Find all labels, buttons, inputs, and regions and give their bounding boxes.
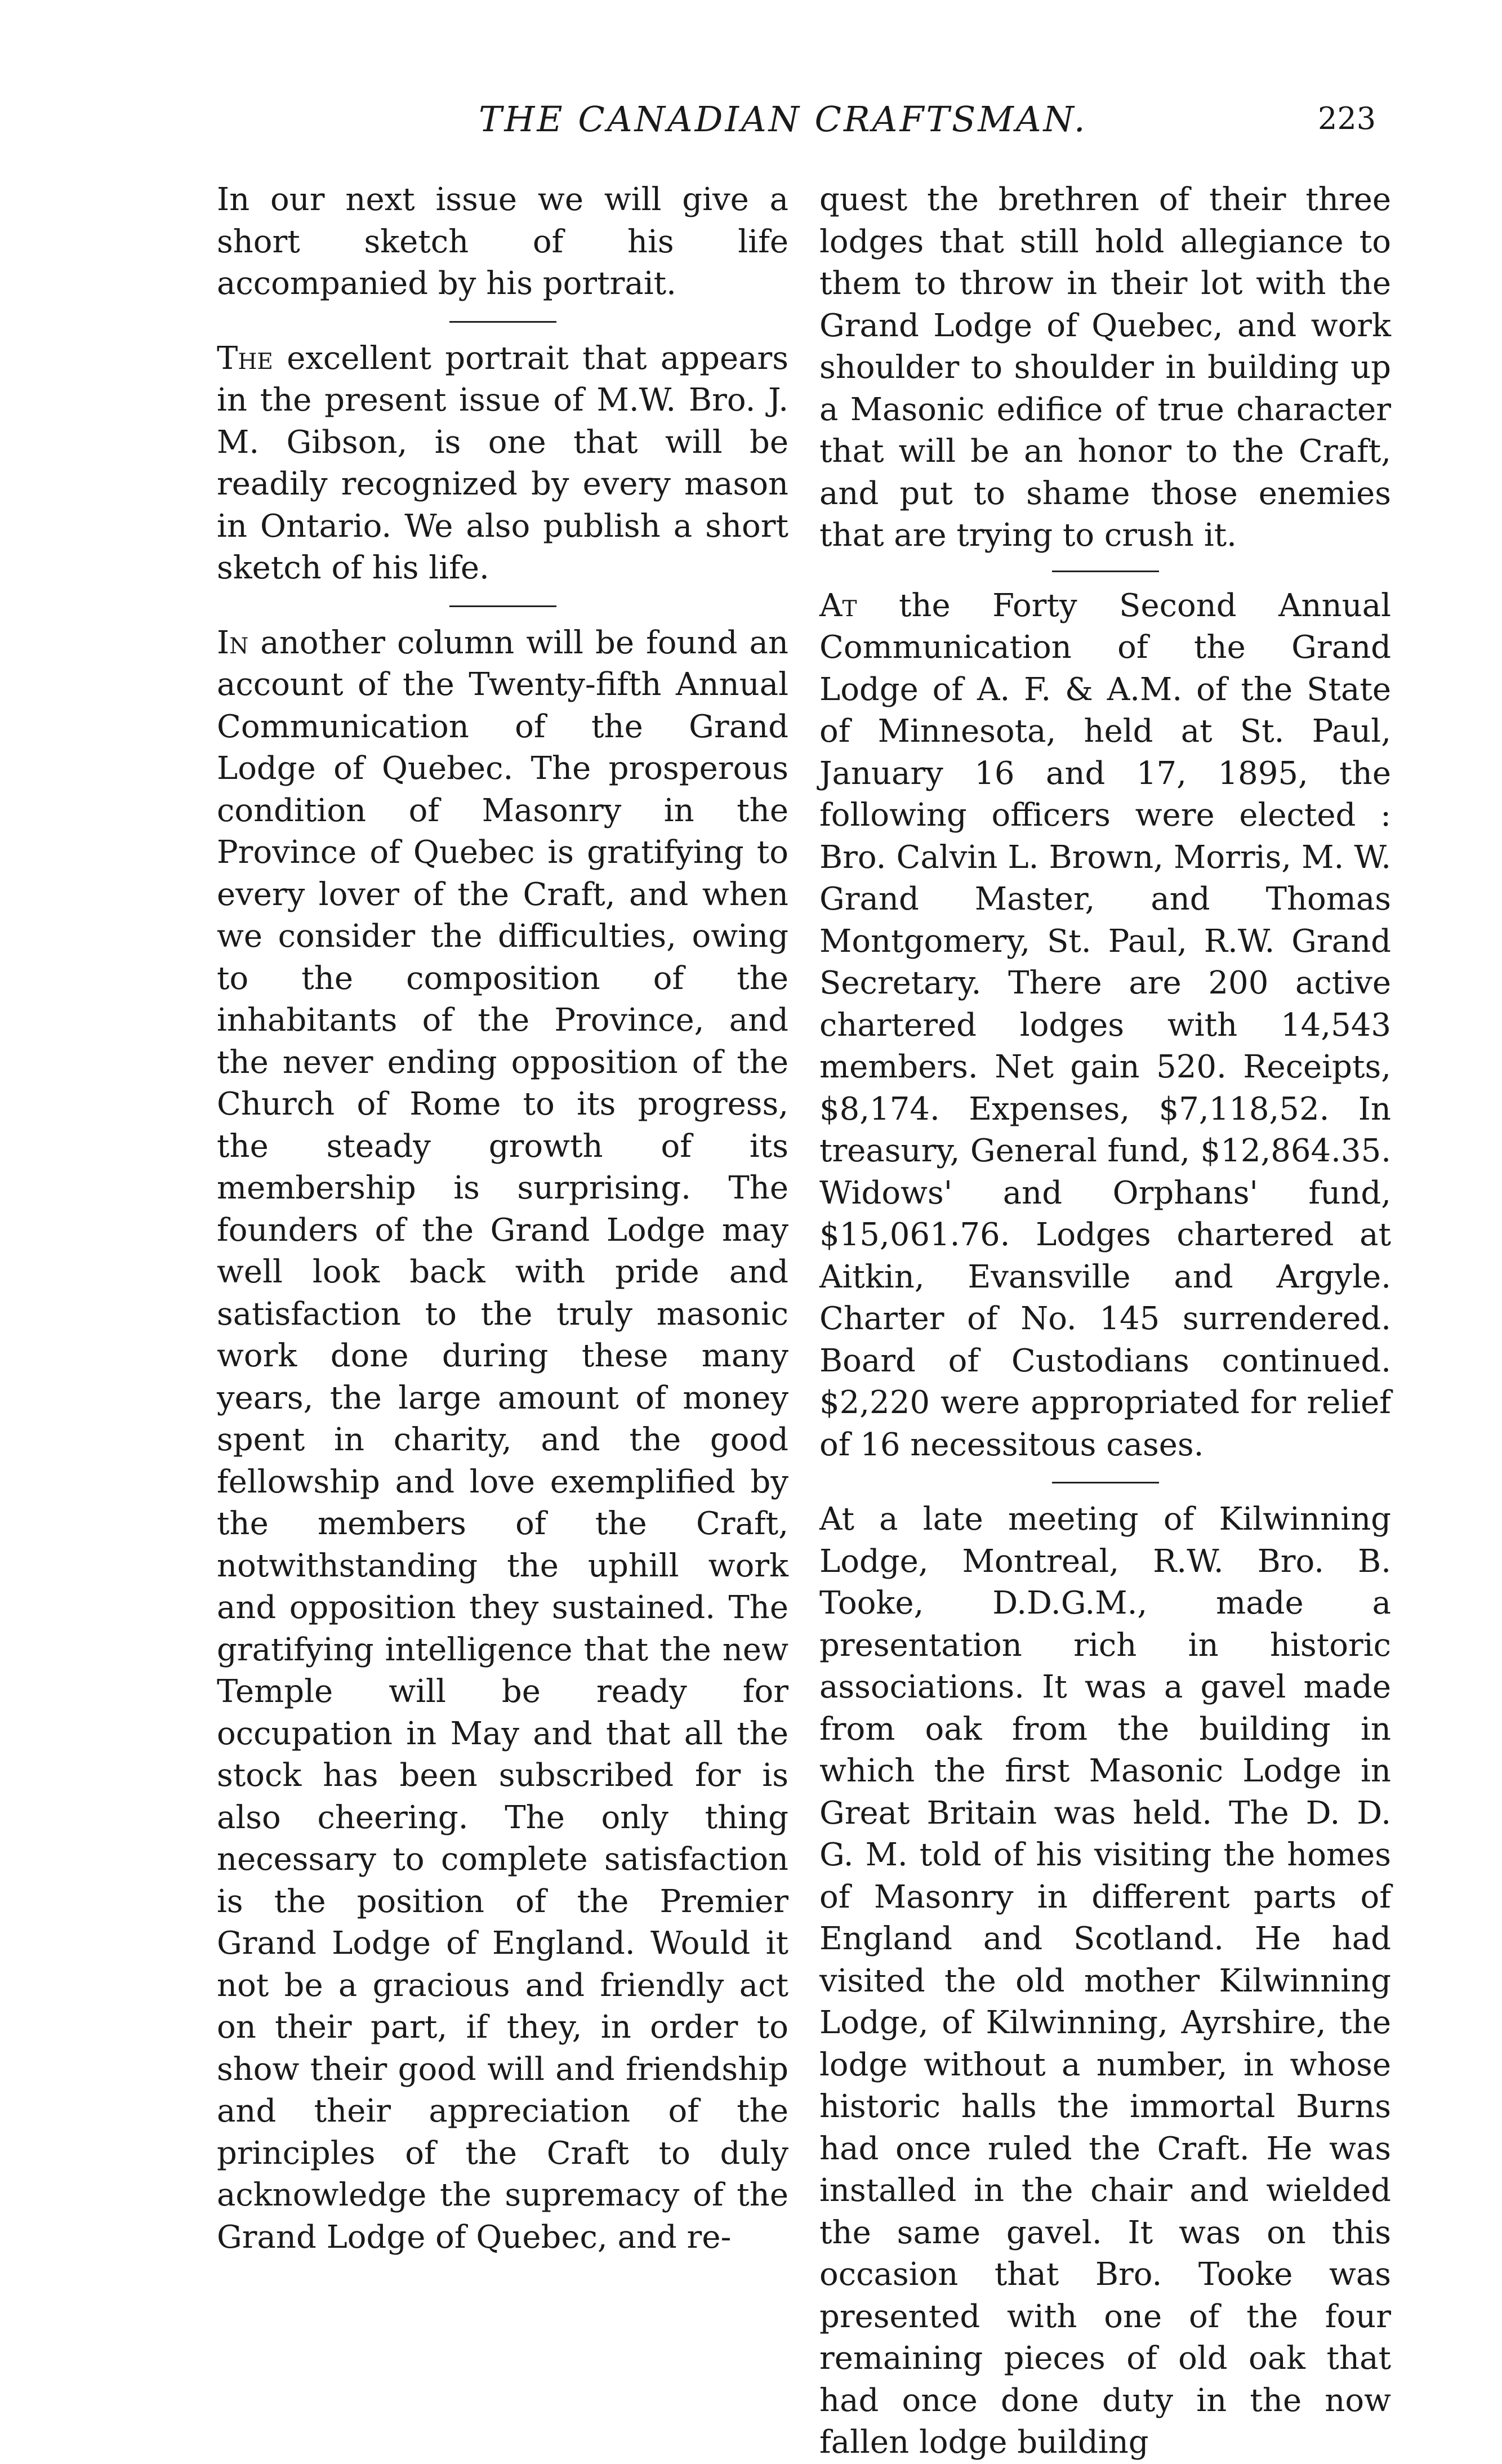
- paragraph-lead: The: [217, 340, 273, 377]
- running-header: [0, 99, 1502, 149]
- section-divider: [217, 305, 788, 338]
- article-paragraph: [217, 338, 788, 590]
- section-divider: [819, 1466, 1391, 1499]
- page-number: 223: [1318, 101, 1376, 136]
- section-divider: [217, 590, 788, 622]
- right-column: [819, 179, 1391, 2464]
- article-paragraph: quest the brethren of their three lodges that still hold allegiance to them to throw in their lot with the Grand Lodge of Quebec, and work shoulder to shoulder in building up a Masonic edifice of true character that will be an honor to the Craft, and put to shame those enemies that are trying to crush it.: [819, 181, 1391, 554]
- article-paragraph: In our next issue we will give a short sketch of his life accompanied by his portrait.: [217, 181, 788, 302]
- paragraph-text: another column will be found an account of the Twenty-fifth Annual Communication of the Grand Lodge of Quebec. The prosperous condition of Masonry in the Province of Quebec is gratifying to every lover of the Craft, and when we consider the difficulties, owing to the composition of the inhabitants of the Province, and the never ending opposition of the Church of Rome to its progress, the steady growth of its membership is surprising. The founders of the Grand Lodge may well look back with pride and satisfaction to the truly masonic work done during these many years, the large amount of money spent in charity, and the good fellowship and love exemplified by the members of the Craft, notwithstanding the uphill work and opposition they sustained. The gratifying intelligence that the new Temple will be ready for occupation in May and that all the stock has been subscribed for is also cheering. The only thing necessary to complete satisfaction is the position of the Premier Grand Lodge of England. Would it not be a gracious and friendly act on their part, if they, in order to show their good will and friendship and their appreciation of the principles of the Craft to duly acknowledge the supremacy of the Grand Lodge of Quebec, and re-: [217, 624, 788, 2256]
- article-paragraph: [217, 622, 788, 2259]
- article-paragraph: At a late meeting of Kilwinning Lodge, Montreal, R.W. Bro. B. Tooke, D.D.G.M., made a presentation rich in historic associations. It was a gavel made from oak from the building in which the first Masonic Lodge in Great Britain was held. The D. D. G. M. told of his visiting the homes of Masonry in different parts of England and Scotland. He had visited the old mother Kilwinning Lodge, of Kilwinning, Ayrshire, the lodge without a number, in whose historic halls the immortal Burns had once ruled the Craft. He was installed in the chair and wielded the same gavel. It was on this occasion that Bro. Tooke was presented with one of the four remaining pieces of old oak that had once done duty in the now fallen lodge building: [819, 1501, 1391, 2461]
- article-paragraph: [819, 585, 1391, 1467]
- section-divider: [819, 557, 1391, 585]
- paragraph-text: the Forty Second Annual Communication of the Grand Lodge of A. F. & A.M. of the State of Minnesota, held at St. Paul, January 16 and 17, 1895, the following officers were elected : Bro. Calvin L. Brown, Morris, M. W. Grand Master, and Thomas Montgomery, St. Paul, R.W. Grand Secretary. There are 200 active chartered lodges with 14,543 members. Net gain 520. Receipts, $8,174. Expenses, $7,118,52. In treasury, General fund, $12,864.35. Widows' and Orphans' fund, $15,061.76. Lodges chartered at Aitkin, Evansville and Argyle. Charter of No. 145 surrendered. Board of Custodians continued. $2,220 were appropriated for relief of 16 necessitous cases.: [819, 587, 1391, 1463]
- journal-title: THE CANADIAN CRAFTSMAN.: [479, 99, 1087, 140]
- paragraph-lead: At: [819, 587, 857, 624]
- paragraph-lead: In: [217, 624, 249, 661]
- paragraph-text: excellent portrait that appears in the present issue of M.W. Bro. J. M. Gibson, is one that will be readily recognized by every mason in Ontario. We also publish a short sketch of his life.: [217, 340, 788, 586]
- left-column: [217, 179, 788, 2258]
